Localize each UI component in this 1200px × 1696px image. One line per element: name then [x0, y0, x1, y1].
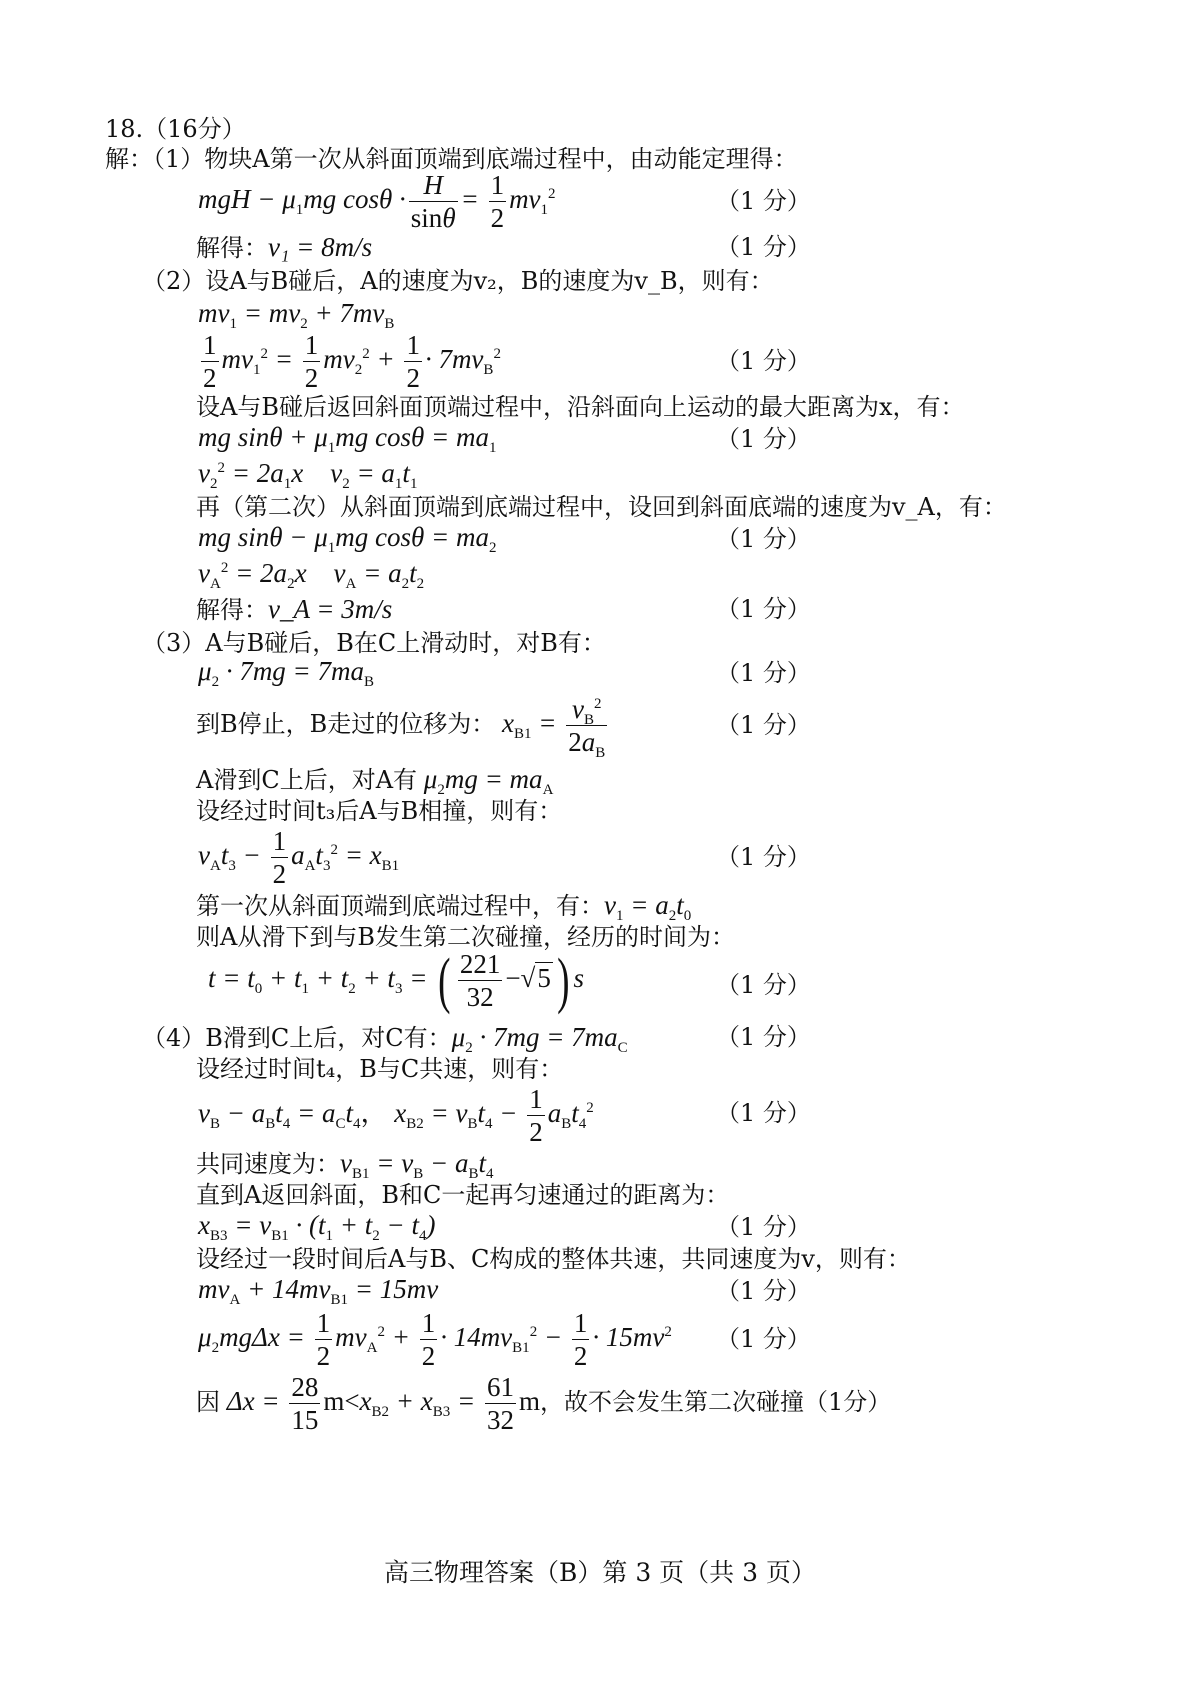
part2-eq-b-score: （1 分） [716, 347, 811, 375]
part4-intro-score: （1 分） [716, 1023, 811, 1051]
part3-first-text: 第一次从斜面顶端到底端过程中，有： [196, 892, 604, 920]
part4-dx-den: 15 [291, 1405, 319, 1435]
part3-equation-collision: $v_At_3$ − $\frac{1}{2}$ $a_At_3^2 = x_{B1}$ [198, 826, 400, 889]
part2-result-label: 解得： [196, 596, 268, 624]
part2-result [196, 594, 392, 625]
part2-equation-down-kinematics: $v_A^2 = 2a_2x$ $v_A = a_2t_2$ [198, 558, 425, 592]
part3-eq-b-score: （1 分） [716, 711, 811, 739]
part4-equation-momentum: $mv_A + 14mv_{B1} = 15mv$ [198, 1274, 439, 1308]
part4-common-line [196, 1148, 494, 1182]
part4-intro-line [142, 1022, 628, 1056]
part2-eq-e-score: （1 分） [716, 525, 811, 553]
page-footer: 高三物理答案（B）第 3 页（共 3 页） [384, 1558, 816, 1587]
part4-equation-xb3: $x_{B3} = v_{B1} \cdot (t_1 + t_2 - t_4)$ [198, 1210, 436, 1244]
part2-equation-kinetic: $\frac{1}{2}$ $mv_1^2$ = $\frac{1}{2}$ $mv_2^2$ + $\frac{1}{2}$ · $7mv_B^2$ [203, 330, 501, 393]
part3-stop-line [196, 694, 610, 761]
part3-intro: （3）A与B碰后，B在C上滑动时，对B有： [142, 629, 606, 657]
part1-equation-energy: mgH − $\mu_1mg$ cosθ · $\frac{H}{\sin\theta}$ = $\frac{1}{2}$ $mv_1^2$ [198, 170, 556, 233]
part2-equation-up-kinematics: $v_2^2 = 2a_1x$ $v_2 = a_1t_1$ [198, 458, 418, 492]
part3-slide-line [196, 764, 554, 798]
part4-conclusion-prefix: 因 [196, 1388, 220, 1417]
part1-result-label: 解得： [196, 234, 268, 262]
part1-result-score: （1 分） [716, 233, 811, 261]
part3-eq-d-score: （1 分） [716, 843, 811, 871]
part3-fraction-num: 221 [459, 949, 501, 979]
part2-equation-down-accel: mg $\sin\theta - \mu_1mg$ $\cos\theta = ma_2$ [198, 522, 497, 556]
part1-result [196, 232, 372, 263]
part4-eq-b-score: （1 分） [716, 1099, 811, 1127]
part4-conclusion-suffix: ，故不会发生第二次碰撞（1分） [540, 1388, 892, 1417]
part4-eq-d-score: （1 分） [716, 1213, 811, 1241]
part2-result-score: （1 分） [716, 595, 811, 623]
part4-equation-common-speed: $v_B - a_Bt_4 = a_Ct_4$， $x_{B2} = v_Bt_4$ − $\frac{1}{2}$ $a_Bt_4^2$ [198, 1084, 594, 1147]
part4-eq-f-score: （1 分） [716, 1325, 811, 1353]
part4-equation-vb1: $v_{B1} = v_B - a_Bt_4$ [340, 1148, 494, 1182]
part3-fraction-den: 32 [466, 982, 494, 1012]
part4-sum-num: 61 [487, 1372, 515, 1402]
part2-intro: （2）设A与B碰后，A的速度为v₂，B的速度为v_B，则有： [142, 267, 774, 295]
part4-equation-c-accel: $\mu_2 \cdot 7mg = 7ma_C$ [451, 1022, 628, 1056]
part3-first-line [196, 890, 692, 924]
part4-dx-num: 28 [291, 1372, 319, 1402]
part4-intro-text: （4）B滑到C上后，对C有： [142, 1024, 452, 1052]
part2-return-text: 设A与B碰后返回斜面顶端过程中，沿斜面向上运动的最大距离为x，有： [196, 393, 965, 421]
part4-return-text: 直到A返回斜面，B和C一起再匀速通过的距离为： [196, 1181, 730, 1209]
part4-whole-text: 设经过一段时间后A与B、C构成的整体共速，共同速度为v，则有： [196, 1245, 911, 1273]
part3-time-text: 设经过时间t₃后A与B相撞，则有： [196, 797, 563, 825]
part3-equation-b-disp: $x_{B1}$ = $\frac{v_B^2}{2a_B}$ [495, 694, 606, 761]
question-header: 18.（16分） [105, 115, 246, 143]
part3-eq-a-score: （1 分） [716, 659, 811, 687]
part2-second-text: 再（第二次）从斜面顶端到底端过程中，设回到斜面底端的速度为v_A，有： [196, 493, 1007, 521]
part2-equation-up-accel: mg $\sin\theta + \mu_1mg$ $\cos\theta = ma_1$ [198, 422, 497, 456]
part4-conclusion [196, 1374, 891, 1434]
part3-equation-total-time: $t = t_0 + t_1 + t_2 + t_3$ = ( $\frac{221}{32}$ −√5) s [208, 947, 585, 1015]
part2-eq-c-score: （1 分） [716, 425, 811, 453]
part4-time-text: 设经过时间t₄，B与C共速，则有： [196, 1055, 564, 1083]
part3-total-text: 则A从滑下到与B发生第二次碰撞，经历的时间为： [196, 923, 735, 951]
part1-eq1-score: （1 分） [716, 187, 811, 215]
part3-eq-f-score: （1 分） [716, 971, 811, 999]
part3-equation-b-accel: $\mu_2 \cdot 7mg = 7ma_B$ [198, 656, 375, 690]
part3-equation-a-accel: $\mu_2mg = ma_A$ [417, 764, 554, 798]
part2-result-value: v_A = 3m/s [268, 594, 393, 624]
part4-conclusion-inequality: Δx = $\frac{28}{15}$ $m<x_{B2} + x_{B3}$ = $\frac{61}{32}$ m [220, 1372, 541, 1435]
part4-equation-energy: $\mu_2mg\Delta x$ = $\frac{1}{2}$ $mv_A^2$ + $\frac{1}{2}$ · $14mv_{B1}^2$ − $\frac{1}{2}$ · $15mv^2$ [198, 1308, 672, 1371]
part4-eq-e-score: （1 分） [716, 1277, 811, 1305]
part1-intro: 解：（1）物块A第一次从斜面顶端到底端过程中，由动能定理得： [105, 145, 798, 173]
part3-slide-text: A滑到C上后，对A有 [196, 766, 418, 794]
part4-sum-den: 32 [487, 1405, 515, 1435]
part4-common-text: 共同速度为： [196, 1150, 340, 1178]
part2-equation-momentum: $mv_1 = mv_2 + 7mv_B$ [198, 298, 395, 332]
part3-equation-t0: $v_1 = a_2t_0$ [604, 890, 692, 924]
part3-stop-text: 到B停止，B走过的位移为： [196, 710, 496, 739]
part1-result-value: v₁ = 8m/s [268, 232, 373, 262]
